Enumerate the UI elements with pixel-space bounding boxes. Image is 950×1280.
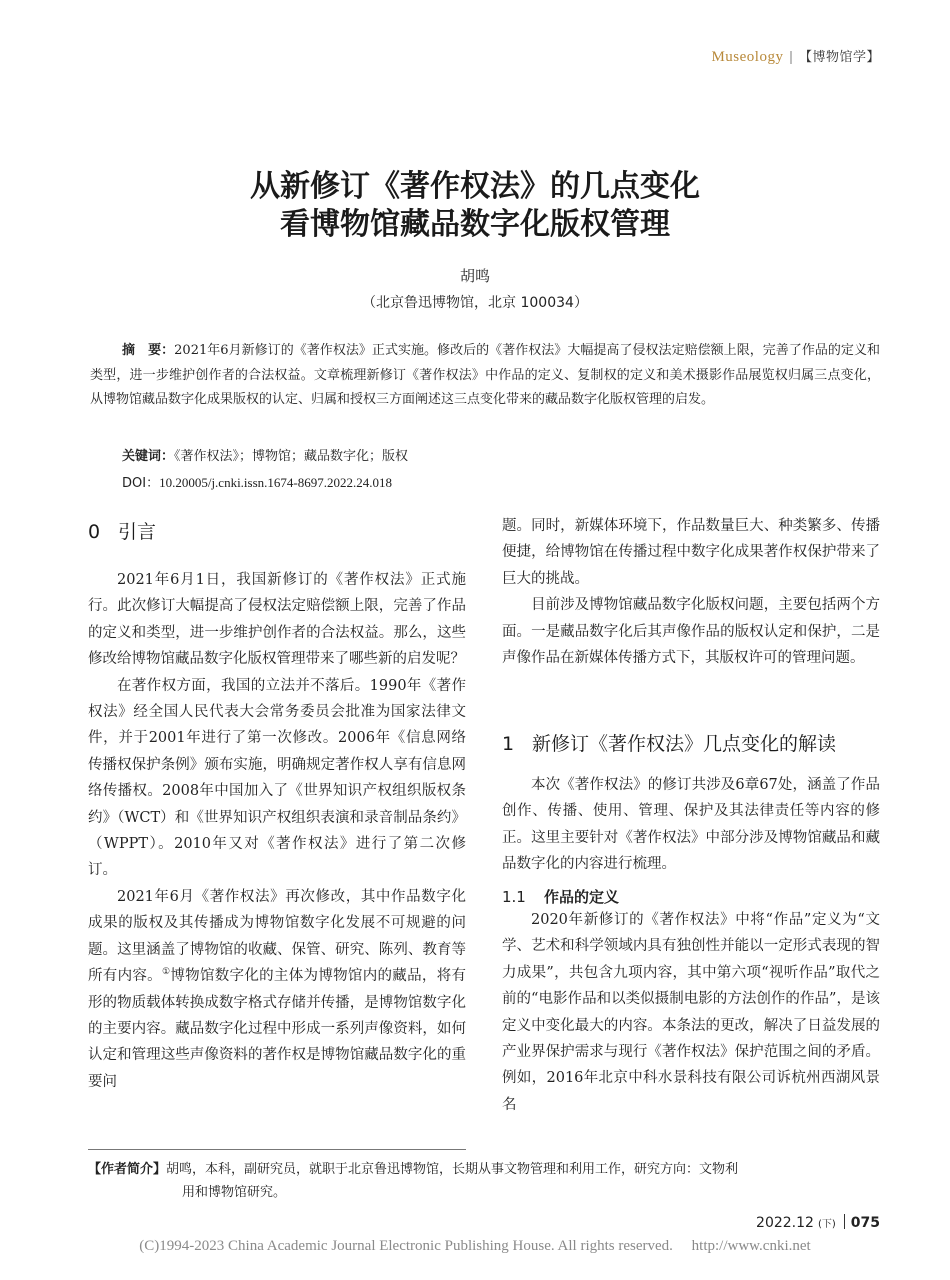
subsection11-body [502, 907, 880, 1118]
footnote-text-2: 用和博物馆研究。 [182, 1185, 287, 1200]
footnote-line-1 [88, 1158, 888, 1181]
journal-header [711, 46, 880, 66]
abstract-label: 摘 要： [122, 343, 175, 358]
section-title: 新修订《著作权法》几点变化的解读 [532, 733, 837, 755]
paragraph-text: 2021年6月《著作权法》再次修改，其中作品数字化成果的版权及其传播成为博物馆数字化发展不可规避的问题。这里涵盖了博物馆的收藏、保管、研究、陈列、教育等所有内容。 [88, 888, 466, 985]
paragraph: 在著作权方面，我国的立法并不落后。1990年《著作权法》经全国人民代表大会常务委员会批准为国家法律文件，并于2001年进行了第一次修改。2006年《信息网络传播权保护条例》颁布实施，明确规定著作权人享有信息网络传播权。2008年中国加入了《世界知识产权组织版权条约》（WCT）和《世界知识产权组织表演和录音制品条约》（WPPT）。2010年又对《著作权法》进行了第二次修订。 [88, 677, 466, 879]
author-bio-footnote [88, 1158, 888, 1204]
abstract-text: 2021年6月新修订的《著作权法》正式实施。修改后的《著作权法》大幅提高了侵权法定赔偿额上限，完善了作品的定义和类型，进一步维护创作者的合法权益。文章梳理新修订《著作权法》中作品的定义、复制权的定义和美术摄影作品展览权归属三点变化，从博物馆藏品数字化成果版权的认定、归属和授权三方面阐述这三点变化带来的藏品数字化版权管理的启发。 [90, 343, 880, 407]
paragraph: 本次《著作权法》的修订共涉及6章67处，涵盖了作品创作、传播、使用、管理、保护及其法律责任等内容的修正。这里主要针对《著作权法》中部分涉及博物馆藏品和藏品数字化的内容进行梳理。 [502, 777, 880, 873]
footnote-label: 【作者简介】 [88, 1162, 167, 1177]
header-separator: | [789, 49, 793, 65]
issue-date: 2022.12 [756, 1215, 814, 1231]
page-divider [844, 1214, 845, 1229]
keywords-label: 关键词： [122, 449, 175, 464]
paragraph-text: 博物馆数字化的主体为博物馆内的藏品，将有形的物质载体转换成数字格式存储并传播，是博物馆数字化的主要内容。藏品数字化过程中形成一系列声像资料，如何认定和管理这些声像资料的著作权是博物馆藏品数字化的重要问 [88, 968, 466, 1090]
doi-label: DOI： [122, 476, 160, 491]
abstract [90, 339, 880, 413]
left-column [88, 567, 466, 1095]
right-column-top [502, 513, 880, 671]
copyright-watermark: (C)1994-2023 China Academic Journal Electronic Publishing House. All rights reserved. http://www.cnki.net [139, 1238, 811, 1254]
subsection-heading-1-1 [502, 886, 619, 907]
article-title [0, 168, 950, 244]
footnote-divider [88, 1149, 466, 1150]
issue-half: (下) [817, 1219, 836, 1230]
paragraph: 2020年新修订的《著作权法》中将“作品”定义为“文学、艺术和科学领域内具有独创性并能以一定形式表现的智力成果”，共包含九项内容，其中第六项“视听作品”取代之前的“电影作品和以类似摄制电影的方法创作的作品”，是该定义中变化最大的内容。本条法的更改，解决了日益发展的产业界保护需求与现行《著作权法》保护范围之间的矛盾。例如，2016年北京中科水景科技有限公司诉杭州西湖风景名 [502, 912, 880, 1113]
section-heading-intro [88, 517, 156, 544]
section-heading-1 [502, 729, 836, 756]
author-affiliation: （北京鲁迅博物馆，北京 100034） [362, 295, 588, 311]
section-number: 0 [88, 521, 101, 543]
paragraph [88, 884, 466, 1095]
title-line-1: 从新修订《著作权法》的几点变化 [250, 169, 700, 204]
doi [122, 472, 392, 491]
subsection-number: 1.1 [502, 888, 526, 906]
section1-body [502, 772, 880, 878]
footnote-marker: ① [161, 967, 171, 978]
subsection-title: 作品的定义 [544, 888, 620, 906]
page-number: 075 [850, 1215, 880, 1231]
journal-name-en: Museology [711, 49, 784, 65]
doi-text: 10.20005/j.cnki.issn.1674-8697.2022.24.018 [159, 475, 392, 490]
title-line-2: 看博物馆藏品数字化版权管理 [280, 207, 670, 242]
paragraph: 目前涉及博物馆藏品数字化版权问题，主要包括两个方面。一是藏品数字化后其声像作品的版权认定和保护，二是声像作品在新媒体传播方式下，其版权许可的管理问题。 [502, 597, 880, 667]
journal-section-zh: 【博物馆学】 [798, 50, 880, 65]
footnote-text-1: 胡鸣，本科，副研究员，就职于北京鲁迅博物馆，长期从事文物管理和利用工作，研究方向：文物利 [166, 1162, 739, 1177]
keywords-text: 《著作权法》；博物馆；藏品数字化；版权 [174, 449, 409, 464]
paragraph: 题。同时，新媒体环境下，作品数量巨大、种类繁多、传播便捷，给博物馆在传播过程中数字化成果著作权保护带来了巨大的挑战。 [502, 518, 880, 587]
paragraph: 2021年6月1日，我国新修订的《著作权法》正式施行。此次修订大幅提高了侵权法定赔偿额上限，完善了作品的定义和类型，进一步维护创作者的合法权益。那么，这些修改给博物馆藏品数字化版权管理带来了哪些新的启发呢？ [88, 572, 466, 668]
keywords [122, 445, 408, 464]
section-number: 1 [502, 733, 515, 755]
section-title: 引言 [118, 521, 157, 543]
author-name: 胡鸣 [459, 267, 490, 285]
page-info [756, 1214, 880, 1231]
